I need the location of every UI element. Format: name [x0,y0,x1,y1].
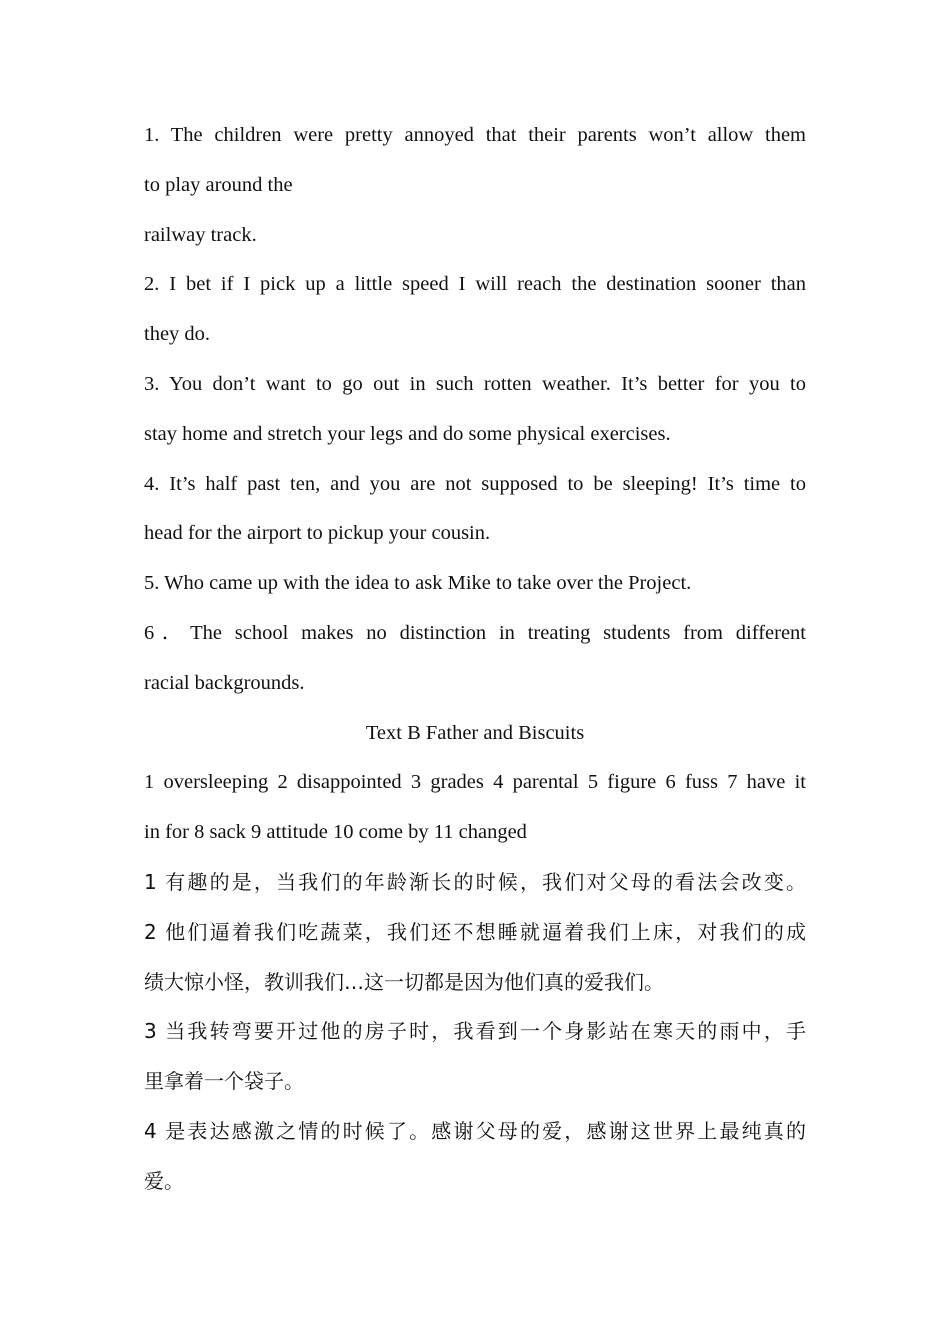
text-line: railway track. [144,223,257,246]
text-line: 绩大惊小怪，教训我们…这一切都是因为他们真的爱我们。 [144,969,664,994]
text-line: 2. I bet if I pick up a little speed I will reach the destination sooner than [144,273,806,296]
text-line: 爱。 [144,1168,184,1193]
text-line: 4 是表达感激之情的时候了。感谢父母的爱，感谢这世界上最纯真的 [144,1118,806,1143]
text-line: 里拿着一个袋子。 [144,1069,304,1094]
text-line: head for the airport to pickup your cousin. [144,522,491,545]
text-line: 6．The school makes no distinction in treating students from different [144,621,806,644]
text-line: 1 oversleeping 2 disappointed 3 grades 4 parental 5 figure 6 fuss 7 have it [144,771,806,794]
document-page [144,111,806,1207]
text-line: 5. Who came up with the idea to ask Mike to take over the Project. [144,572,692,595]
text-line: they do. [144,323,211,346]
text-line: 2 他们逼着我们吃蔬菜，我们还不想睡就逼着我们上床，对我们的成 [144,919,806,944]
text-line: 3. You don’t want to go out in such rotten weather. It’s better for you to [144,372,806,395]
text-line: to play around the [144,173,293,196]
text-line: 3 当我转弯要开过他的房子时，我看到一个身影站在寒天的雨中，手 [144,1019,806,1044]
text-line: in for 8 sack 9 attitude 10 come by 11 changed [144,821,527,844]
text-line: racial backgrounds. [144,671,305,694]
text-line: stay home and stretch your legs and do some physical exercises. [144,422,671,445]
text-line: 1 有趣的是，当我们的年龄渐长的时候，我们对父母的看法会改变。 [144,869,806,894]
text-line: 4. It’s half past ten, and you are not supposed to be sleeping! It’s time to [144,472,806,495]
text-line: 1. The children were pretty annoyed that their parents won’t allow them [144,124,806,146]
section-heading: Text B Father and Biscuits [365,721,585,744]
